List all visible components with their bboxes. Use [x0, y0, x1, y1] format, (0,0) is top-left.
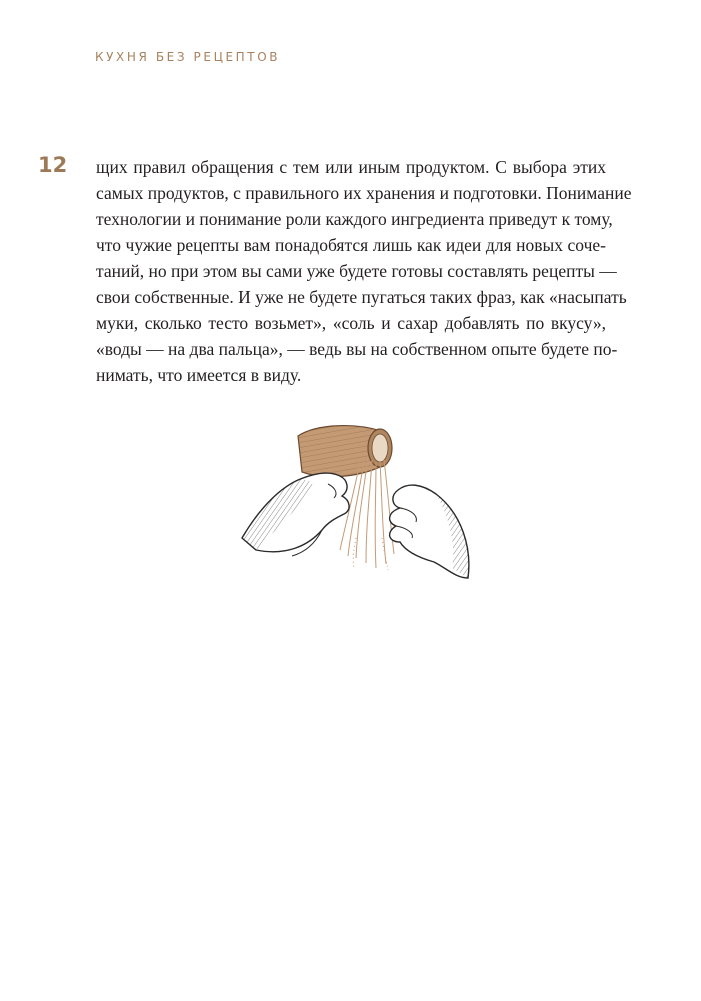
cup-icon	[298, 426, 392, 477]
body-text	[96, 154, 632, 388]
text-line: технологии и понимание роли каждого ингредиента приведут к тому,	[96, 209, 613, 229]
text-line: таний, но при этом вы сами уже будете готовы составлять рецепты —	[96, 261, 617, 281]
text-line: самых продуктов, с правильного их хранения и подготовки. Понимание	[96, 183, 632, 203]
page-number: 12	[38, 153, 68, 177]
running-header: КУХНЯ БЕЗ РЕЦЕПТОВ	[95, 50, 281, 64]
text-line: муки, сколько тесто возьмет», «соль и сахар добавлять по вкусу»,	[96, 313, 606, 333]
flour-pouring-illustration	[236, 418, 476, 590]
text-line: свои собственные. И уже не будете пугаться таких фраз, как «насыпать	[96, 287, 627, 307]
text-line: нимать, что имеется в виду.	[96, 365, 302, 385]
text-line: щих правил обращения с тем или иным продуктом. С выбора этих	[96, 157, 606, 177]
text-line: «воды — на два пальца», — ведь вы на собственном опыте будете по-	[96, 339, 618, 359]
left-hand-icon	[242, 473, 349, 556]
right-hand-icon	[390, 485, 469, 578]
text-line: что чужие рецепты вам понадобятся лишь как идеи для новых сочe-	[96, 235, 606, 255]
